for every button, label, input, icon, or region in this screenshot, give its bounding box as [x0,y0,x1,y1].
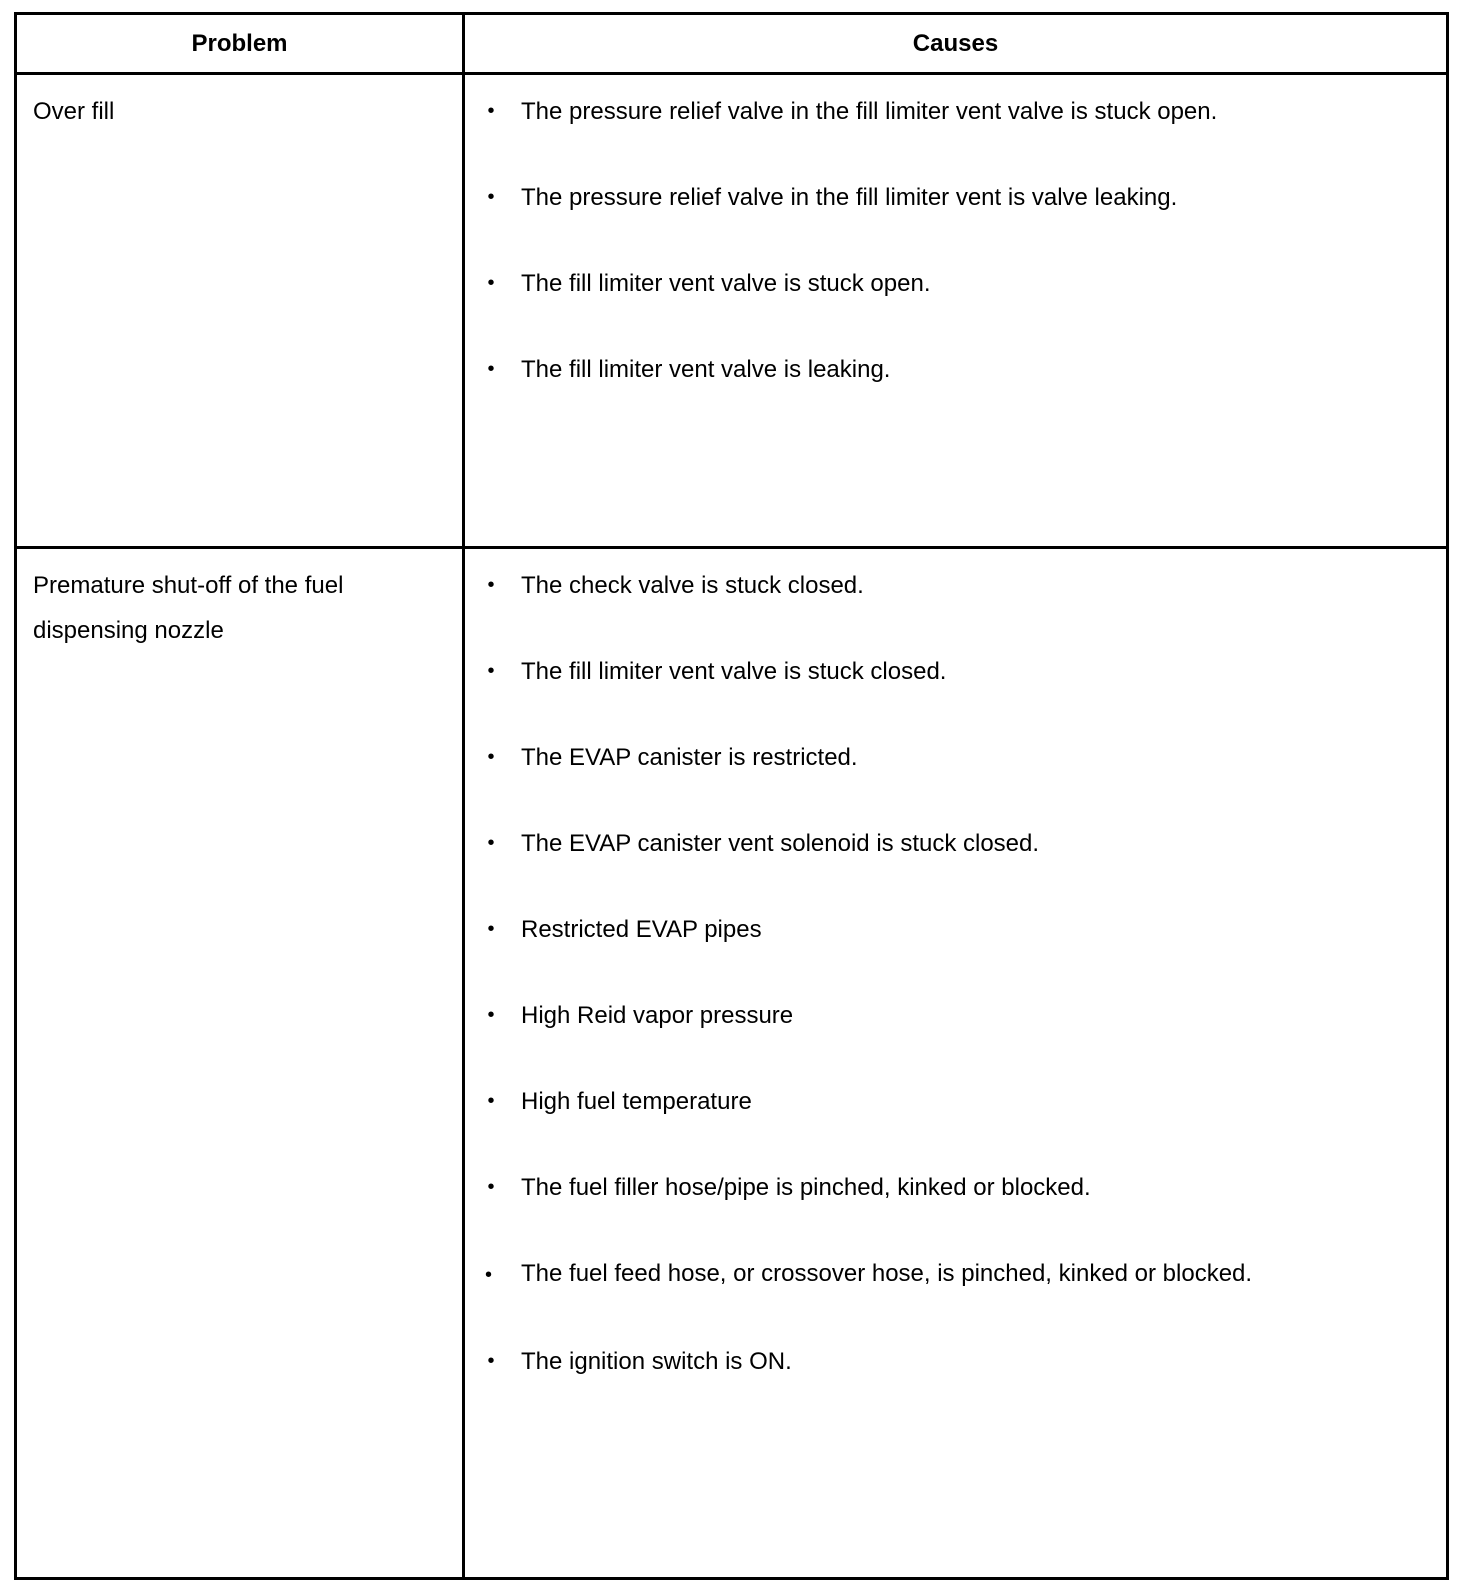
cause-item [481,89,1301,134]
cause-text: The check valve is stuck closed. [521,572,864,599]
causes-cell [464,74,1448,548]
cause-text: The ignition switch is ON. [521,1348,792,1375]
bullet-icon: • [487,100,495,122]
bullet-icon: • [487,1004,495,1026]
problem-cell: Over fill [16,74,464,548]
cause-text: High fuel temperature [521,1088,752,1115]
cause-text: The pressure relief valve in the fill limiter vent valve is stuck open. [521,98,1218,125]
cause-item [481,735,1301,780]
cause-list [481,563,1430,1384]
bullet-icon: • [487,1090,495,1112]
cause-text: The EVAP canister vent solenoid is stuck closed. [521,830,1040,857]
cause-item [481,1339,1301,1384]
cause-item [481,993,1301,1038]
diagnosis-table [14,12,1449,1580]
bullet-icon: • [487,574,495,596]
cause-item [481,649,1301,694]
table-header-row [16,14,1448,74]
bullet-icon: • [487,1350,495,1372]
cause-item [481,347,1301,392]
cause-text: The fuel feed hose, or crossover hose, is pinched, kinked or blocked. [521,1260,1253,1287]
table-row [16,74,1448,548]
cause-item [481,261,1301,306]
bullet-icon: • [487,660,495,682]
cause-item [481,1165,1301,1210]
bullet-icon: • [487,186,495,208]
bullet-icon: • [487,358,495,380]
cause-text: High Reid vapor pressure [521,1002,794,1029]
bullet-icon: • [485,1264,493,1286]
cause-text: The fill limiter vent valve is leaking. [521,356,891,383]
cause-item [481,821,1301,866]
cause-text: The fuel filler hose/pipe is pinched, kinked or blocked. [521,1174,1091,1201]
bullet-icon: • [487,832,495,854]
header-problem: Problem [16,14,464,74]
causes-cell [464,548,1448,1579]
cause-item [481,563,1301,608]
bullet-icon: • [487,1176,495,1198]
cause-text: Restricted EVAP pipes [521,916,762,943]
cause-text: The pressure relief valve in the fill limiter vent is valve leaking. [521,184,1178,211]
cause-item [481,907,1301,952]
bullet-icon: • [487,272,495,294]
cause-item [481,175,1301,220]
bullet-icon: • [487,918,495,940]
cause-item [481,1079,1301,1124]
header-causes: Causes [464,14,1448,74]
problem-cell: Premature shut-off of the fuel dispensing nozzle [16,548,464,1579]
table-row [16,548,1448,1579]
cause-text: The fill limiter vent valve is stuck closed. [521,658,947,685]
cause-text: The fill limiter vent valve is stuck open. [521,270,931,297]
bullet-icon: • [487,746,495,768]
cause-text: The EVAP canister is restricted. [521,744,858,771]
cause-list [481,89,1430,392]
cause-item [481,1251,1261,1298]
